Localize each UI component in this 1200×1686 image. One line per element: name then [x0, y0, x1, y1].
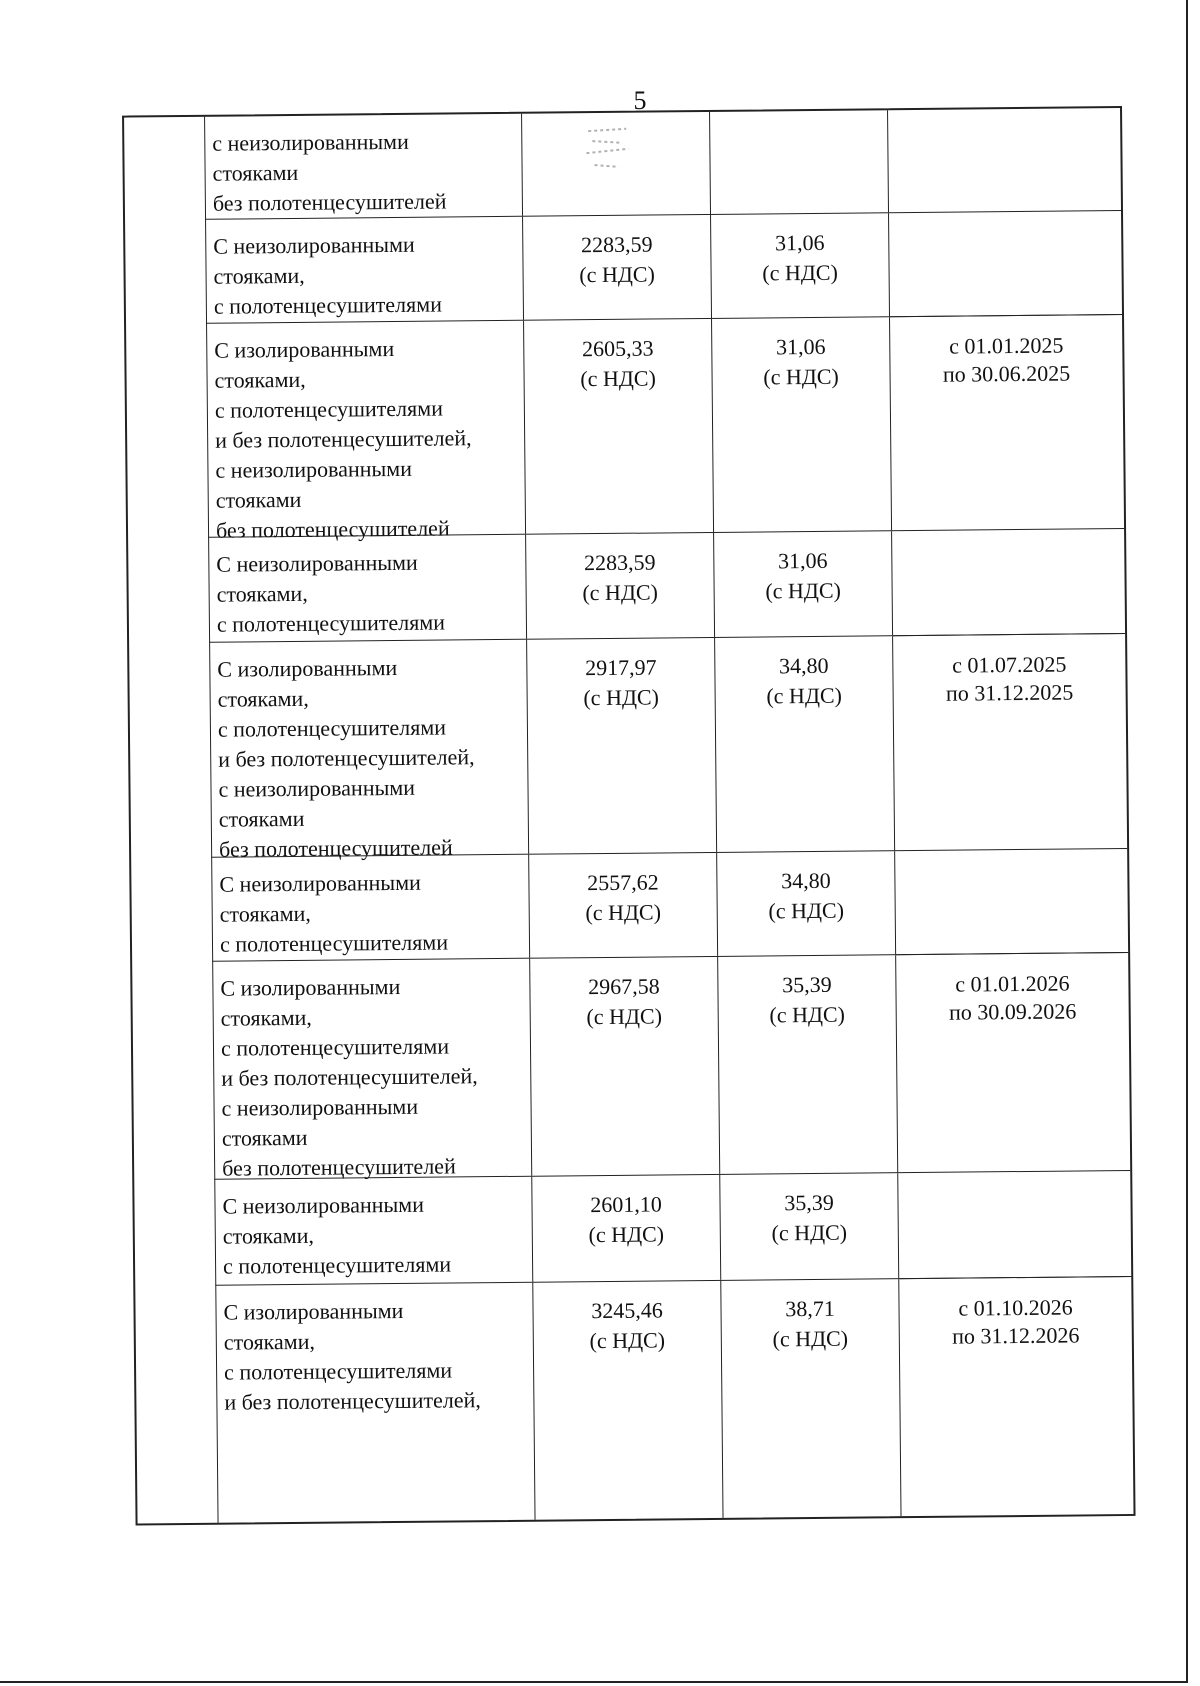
desc-line: с полотенцесушителями	[220, 1033, 450, 1061]
period-end: по 31.12.2025	[945, 679, 1074, 706]
desc-line: с полотенцесушителями	[222, 1251, 452, 1279]
price-value: 2283,59	[583, 549, 656, 576]
row-price	[532, 1175, 721, 1282]
desc-line: без полотенцесушителей	[222, 1153, 456, 1181]
desc-line: с полотенцесушителями	[217, 714, 447, 742]
period-start: с 01.01.2025	[949, 332, 1064, 359]
row-description	[209, 640, 529, 862]
price-value: 2557,62	[587, 869, 659, 896]
price-note: (с НДС)	[582, 579, 659, 606]
rate-note: (с НДС)	[763, 363, 839, 390]
period-start: с 01.10.2026	[958, 1294, 1073, 1321]
period-cell	[899, 1277, 1133, 1516]
desc-line: С неизолированными	[222, 1191, 425, 1219]
row-price	[533, 1281, 723, 1520]
desc-line: С изолированными	[214, 335, 395, 363]
period-cell	[890, 315, 1125, 636]
price-value: 2605,33	[581, 335, 654, 362]
tariff-table	[122, 106, 1135, 1526]
rate-note: (с НДС)	[771, 1219, 848, 1246]
rate-value: 34,80	[781, 867, 831, 894]
period-end: по 31.12.2026	[952, 1322, 1080, 1349]
rate-value: 31,06	[775, 333, 826, 360]
desc-line: С неизолированными	[219, 869, 421, 897]
desc-line: и без полотенцесушителей,	[215, 425, 472, 453]
desc-line: и без полотенцесушителей,	[224, 1387, 481, 1415]
price-note: (с НДС)	[589, 1327, 666, 1354]
desc-line: С неизолированными	[216, 549, 418, 577]
desc-line: стояками,	[217, 685, 309, 712]
row-rate	[711, 213, 890, 318]
desc-line: С изолированными	[217, 654, 398, 682]
desc-line: стояками	[212, 159, 299, 186]
desc-line: с полотенцесушителями	[223, 1357, 453, 1385]
row-rate	[721, 1279, 901, 1518]
price-note: (с НДС)	[586, 1003, 663, 1030]
price-value: 2601,10	[590, 1191, 662, 1218]
price-value: 2283,59	[580, 231, 653, 258]
desc-line: С изолированными	[223, 1297, 404, 1325]
desc-line: и без полотенцесушителей,	[218, 744, 475, 772]
desc-line: без полотенцесушителей	[215, 515, 450, 543]
row-price	[527, 638, 717, 854]
price-value: 2917,97	[584, 654, 657, 681]
rate-note: (с НДС)	[768, 897, 845, 924]
price-note: (с НДС)	[588, 1221, 665, 1248]
period-cell	[893, 634, 1128, 955]
desc-line: С неизолированными	[213, 231, 415, 259]
row-price	[530, 957, 720, 1176]
row-description	[204, 114, 523, 219]
price-value: 3245,46	[591, 1297, 663, 1324]
page-number: 5	[633, 86, 647, 115]
desc-line: без полотенцесушителей	[218, 834, 453, 862]
desc-line: стояками,	[219, 900, 311, 927]
row-description	[211, 855, 530, 961]
desc-line: с полотенцесушителями	[216, 609, 446, 637]
row-rate	[712, 317, 892, 532]
stamp-mark-icon	[578, 119, 639, 180]
price-note: (с НДС)	[580, 365, 656, 392]
row-description	[208, 535, 527, 642]
row-price	[522, 112, 711, 216]
desc-line: и без полотенцесушителей,	[221, 1063, 478, 1091]
row-rate	[715, 636, 895, 852]
row-rate	[720, 1173, 899, 1280]
desc-line: стояками,	[222, 1222, 315, 1249]
rate-value: 31,06	[777, 547, 828, 574]
period-start: с 01.07.2025	[952, 651, 1067, 678]
desc-line: с полотенцесушителями	[213, 291, 443, 319]
rate-note: (с НДС)	[765, 577, 842, 604]
period-end: по 30.06.2025	[942, 360, 1071, 387]
period-cell-blank	[888, 108, 1122, 317]
rate-note: (с НДС)	[772, 1325, 849, 1352]
desc-line: стояками	[221, 1124, 308, 1151]
desc-line: стояками,	[220, 1004, 312, 1031]
desc-line: с неизолированными	[212, 128, 409, 156]
rate-note: (с НДС)	[766, 682, 843, 709]
period-start: с 01.01.2026	[955, 970, 1070, 997]
row-description	[212, 959, 532, 1179]
row-description	[205, 217, 524, 323]
desc-line: стояками,	[214, 366, 306, 393]
price-value: 2967,58	[588, 973, 660, 1000]
rate-value: 35,39	[784, 1189, 834, 1216]
rate-value: 31,06	[774, 229, 825, 256]
desc-line: с неизолированными	[221, 1093, 419, 1121]
row-rate	[717, 851, 896, 956]
row-rate	[714, 531, 893, 637]
rate-value: 34,80	[778, 652, 829, 679]
row-description	[206, 321, 526, 543]
row-price	[529, 853, 718, 958]
row-rate	[710, 110, 889, 214]
row-description	[215, 1283, 535, 1523]
desc-line: стояками,	[216, 580, 308, 607]
desc-line: без полотенцесушителей	[212, 188, 447, 216]
rate-value: 35,39	[782, 971, 832, 998]
price-note: (с НДС)	[583, 684, 660, 711]
desc-line: с полотенцесушителями	[214, 395, 444, 423]
desc-line: С изолированными	[220, 973, 401, 1001]
desc-line: стояками,	[223, 1328, 316, 1355]
price-note: (с НДС)	[579, 261, 655, 288]
row-price	[524, 319, 714, 534]
period-cell	[896, 953, 1131, 1279]
rate-value: 38,71	[785, 1295, 835, 1322]
row-price	[523, 215, 712, 320]
row-description	[214, 1177, 533, 1285]
period-end: по 30.09.2026	[948, 998, 1077, 1025]
desc-line: с полотенцесушителями	[219, 929, 449, 957]
row-price	[526, 533, 715, 639]
desc-line: стояками	[218, 805, 305, 832]
rate-note: (с НДС)	[769, 1001, 846, 1028]
rate-note: (с НДС)	[762, 259, 838, 286]
desc-line: стояками	[215, 486, 302, 513]
row-rate	[718, 955, 898, 1174]
price-note: (с НДС)	[585, 899, 662, 926]
desc-line: с неизолированными	[218, 774, 416, 802]
desc-line: стояками,	[213, 262, 305, 289]
desc-line: с неизолированными	[215, 455, 413, 483]
